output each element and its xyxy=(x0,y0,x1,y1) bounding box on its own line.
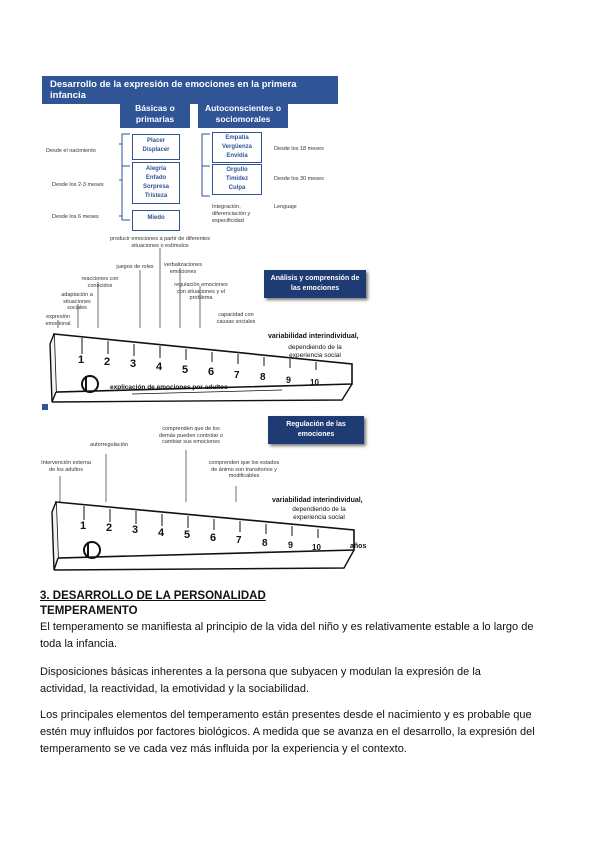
emotion-culpa: Culpa xyxy=(228,185,246,191)
emotion-verguenza: Vergüenza xyxy=(221,144,252,150)
row-label-2-3-months: Desde los 2-3 meses xyxy=(52,182,104,188)
ruler1-number-10: 10 xyxy=(310,378,319,387)
paragraph-3-line-3: temperamento se ve cada vez más influida por la experiencia y el contexto. xyxy=(40,743,407,755)
annot-emotional-expression: expresión emocional xyxy=(45,314,71,327)
age-30-months: Desde los 30 meses xyxy=(274,176,324,182)
variability1-title: variabilidad interindividual, xyxy=(268,333,359,340)
emotion-enfado: Enfado xyxy=(145,175,167,181)
annot-role-play: juegos de roles xyxy=(116,264,154,270)
ruler1-number-6: 6 xyxy=(208,366,215,378)
ruler2-number-9: 9 xyxy=(288,540,294,550)
annot-regulation: regulación emociones con situaciones y el problema xyxy=(174,282,228,301)
paragraph-2 xyxy=(40,664,545,698)
emotion-placer: Placer xyxy=(146,138,165,144)
callout-analysis: Análisis y comprensión de las emociones xyxy=(264,270,366,298)
annot-self-regulation: autorregulación xyxy=(90,442,128,448)
paragraph-1 xyxy=(40,619,545,653)
ruler2-number-5: 5 xyxy=(184,529,191,541)
annot-verbalizations: verbalizaciones emociones xyxy=(164,262,202,275)
emotion-alegria: Alegría xyxy=(145,166,167,172)
ruler2-number-1: 1 xyxy=(80,520,87,532)
ruler2-number-6: 6 xyxy=(210,532,217,544)
ruler1-number-1: 1 xyxy=(78,354,85,366)
ruler1-number-9: 9 xyxy=(286,375,292,385)
ruler2-number-10: 10 xyxy=(312,543,321,552)
variability2-title: variabilidad interindividual, xyxy=(272,497,363,504)
figure-banner: Desarrollo de la expresión de emociones en la primera infancia xyxy=(42,76,338,104)
row-label-6-months: Desde los 6 meses xyxy=(52,214,99,220)
ruler1-number-5: 5 xyxy=(182,364,189,376)
paragraph-3 xyxy=(40,707,545,758)
ruler1-bottom-label: explicación de emociones por adultos xyxy=(110,384,228,391)
language-label: Lenguaje xyxy=(274,204,297,210)
emotion-sorpresa: Sorpresa xyxy=(142,184,169,190)
social-box-30-months xyxy=(212,164,262,195)
basic-box-birth xyxy=(132,134,180,160)
annot-others-control: comprenden que de los demás pueden controlar o cambiar sus emociones xyxy=(159,426,223,445)
social-note: Integración, diferenciación y especificidad xyxy=(212,204,251,224)
emotion-timidez: Timidez xyxy=(225,176,249,182)
emotion-development-figure xyxy=(40,74,370,574)
emotion-envidia: Envidia xyxy=(226,153,248,159)
row-label-birth: Desde el nacimiento xyxy=(46,148,96,154)
variability1-sub: dependiendo de la experiencia social xyxy=(288,344,342,359)
paragraph-2-line-1: Disposiciones básicas inherentes a la persona que subyacen y modulan la expresión de la xyxy=(40,666,481,678)
basic-emotions-header: Básicas o primarias xyxy=(120,100,190,128)
ruler1-number-4: 4 xyxy=(156,361,163,373)
annot-transitory-moods: comprenden que los estados de ánimo son transitorios y modificables xyxy=(208,460,280,479)
ruler1-arrows xyxy=(40,246,270,336)
basic-bracket xyxy=(118,130,132,230)
ruler2-number-8: 8 xyxy=(262,538,268,549)
ruler1-number-7: 7 xyxy=(234,370,240,381)
ruler1-number-8: 8 xyxy=(260,372,266,383)
social-emotions-header: Autoconscientes o sociomorales xyxy=(198,100,288,128)
basic-box-2-3-months xyxy=(132,162,180,204)
paragraph-1-line-1: El temperamento se manifiesta al principio de la vida del niño y es relativamente estable a lo largo de xyxy=(40,621,534,633)
paragraph-1-line-2: toda la infancia. xyxy=(40,638,118,650)
emotion-displacer: Displacer xyxy=(142,147,170,153)
ruler1-number-3: 3 xyxy=(130,358,137,370)
callout-regulation: Regulación de las emociones xyxy=(268,416,364,444)
paragraph-2-line-2: actividad, la reactividad, la emotividad y la sociabilidad. xyxy=(40,683,310,695)
emotion-empatia: Empatía xyxy=(225,135,249,141)
ruler2-number-7: 7 xyxy=(236,535,242,546)
ruler2-number-3: 3 xyxy=(132,524,139,536)
emotion-miedo: Miedo xyxy=(147,215,165,221)
annot-social-causes: capacidad con causas sociales xyxy=(216,312,256,325)
paragraph-3-line-2: estén muy influidos por factores biológicos. A medida que se avanza en el desarrollo, la expresión del xyxy=(40,726,535,738)
ruler2-number-2: 2 xyxy=(106,522,113,534)
annot-external-intervention: Intervención externa de los adultos xyxy=(41,460,91,473)
ruler2-number-4: 4 xyxy=(158,527,165,539)
annot-social-adaptation: adaptación a situaciones sociales xyxy=(61,292,93,311)
variability2-sub: dependiendo de la experiencia social xyxy=(292,506,346,521)
subsection-title: TEMPERAMENTO xyxy=(40,605,138,617)
emotion-orgullo: Orgullo xyxy=(226,167,248,173)
annot-produce-emotions: producir emociones a partir de diferentes situaciones o estímulos xyxy=(110,236,210,249)
basic-box-6-months xyxy=(132,210,180,231)
emotion-tristeza: Tristeza xyxy=(144,193,168,199)
years-label: años xyxy=(350,543,367,550)
section-title: 3. DESARROLLO DE LA PERSONALIDAD xyxy=(40,590,266,602)
age-18-months: Desde los 18 meses xyxy=(274,146,324,152)
social-box-18-months xyxy=(212,132,262,163)
ruler1-number-2: 2 xyxy=(104,356,111,368)
annot-known-reactions: reacciones con conocidos xyxy=(81,276,119,289)
social-bracket xyxy=(198,130,212,200)
paragraph-3-line-1: Los principales elementos del temperamento están presentes desde el nacimiento y es probable que xyxy=(40,709,532,721)
